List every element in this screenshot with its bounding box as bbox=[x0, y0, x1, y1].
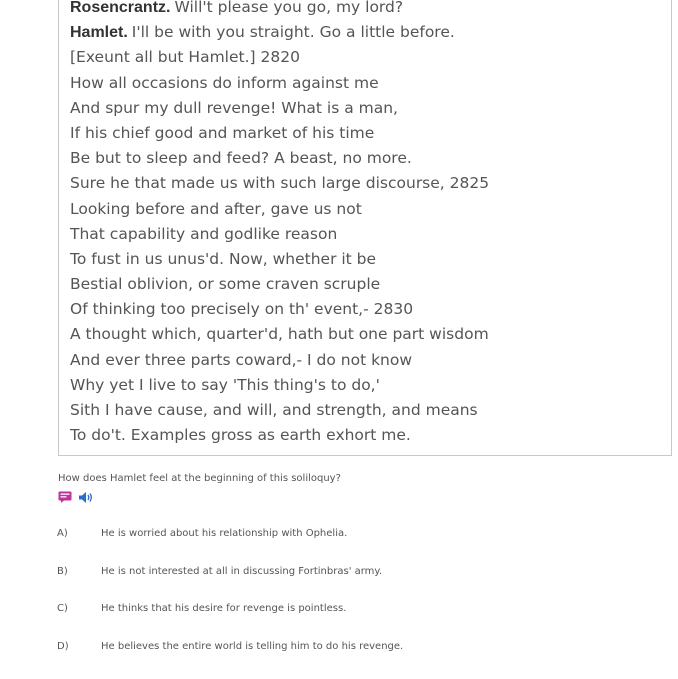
passage-box bbox=[58, 0, 672, 456]
line-text: To do't. Examples gross as earth exhort me. bbox=[70, 426, 411, 445]
choice-text: He is not interested at all in discussing Fortinbras' army. bbox=[101, 565, 383, 577]
answer-choices bbox=[57, 528, 403, 679]
line-text: If his chief good and market of his time bbox=[70, 123, 375, 142]
passage-line bbox=[70, 423, 489, 448]
speaker-icon bbox=[78, 491, 94, 504]
passage-line bbox=[70, 171, 489, 196]
line-text: I'll be with you straight. Go a little before. bbox=[131, 23, 455, 42]
speaker-name: Hamlet. bbox=[70, 24, 128, 42]
choice-letter: A) bbox=[57, 528, 68, 539]
passage-line bbox=[70, 121, 489, 146]
passage-line bbox=[70, 373, 489, 398]
passage-line bbox=[70, 322, 489, 347]
audio-button[interactable] bbox=[78, 491, 94, 504]
line-text: Be but to sleep and feed? A beast, no more. bbox=[70, 149, 412, 168]
line-text: Why yet I live to say 'This thing's to do,' bbox=[70, 375, 380, 394]
passage-line bbox=[70, 297, 489, 322]
answer-choice-c[interactable] bbox=[57, 603, 403, 641]
answer-choice-b[interactable] bbox=[57, 566, 403, 604]
line-text: Sith I have cause, and will, and strength, and means bbox=[70, 401, 478, 419]
line-text: A thought which, quarter'd, hath but one part wisdom bbox=[70, 325, 489, 344]
passage-line bbox=[70, 348, 489, 373]
line-text: To fust in us unus'd. Now, whether it be bbox=[70, 249, 377, 268]
answer-choice-d[interactable] bbox=[57, 641, 403, 679]
line-text: Looking before and after, gave us not bbox=[70, 199, 362, 218]
line-text: Will't please you go, my lord? bbox=[174, 0, 404, 16]
passage-line bbox=[70, 398, 489, 423]
choice-text: He thinks that his desire for revenge is pointless. bbox=[101, 603, 347, 615]
line-text: And ever three parts coward,- I do not know bbox=[70, 350, 413, 369]
choice-text: He believes the entire world is telling him to do his revenge. bbox=[101, 641, 404, 653]
choice-letter: B) bbox=[57, 565, 68, 577]
question-tools bbox=[58, 490, 94, 504]
glossary-button[interactable] bbox=[58, 491, 72, 503]
question-text: How does Hamlet feel at the beginning of this soliloquy? bbox=[58, 473, 341, 484]
passage-line bbox=[70, 96, 489, 121]
answer-choice-a[interactable] bbox=[57, 528, 403, 566]
line-text: Of thinking too precisely on th' event,- 2830 bbox=[70, 300, 414, 319]
passage-line bbox=[70, 71, 489, 96]
passage-lines bbox=[70, 0, 489, 448]
passage-line bbox=[70, 272, 489, 297]
passage-line bbox=[70, 197, 489, 222]
choice-letter: D) bbox=[57, 641, 69, 653]
line-text: Bestial oblivion, or some craven scruple bbox=[70, 275, 381, 294]
line-text: And spur my dull revenge! What is a man, bbox=[70, 98, 398, 117]
line-text: Sure he that made us with such large discourse, 2825 bbox=[70, 174, 490, 193]
passage-line bbox=[70, 0, 489, 20]
choice-letter: C) bbox=[57, 603, 68, 615]
choice-text: He is worried about his relationship with Ophelia. bbox=[101, 528, 348, 539]
passage-line bbox=[70, 20, 489, 45]
passage-line bbox=[70, 247, 489, 272]
speaker-name: Rosencrantz. bbox=[70, 0, 171, 16]
passage-line bbox=[70, 222, 489, 247]
passage-line bbox=[70, 146, 489, 171]
glossary-icon bbox=[58, 491, 72, 503]
line-text: How all occasions do inform against me bbox=[70, 73, 379, 92]
line-text: That capability and godlike reason bbox=[70, 224, 338, 243]
line-text: [Exeunt all but Hamlet.] 2820 bbox=[70, 48, 300, 67]
passage-line bbox=[70, 45, 489, 70]
